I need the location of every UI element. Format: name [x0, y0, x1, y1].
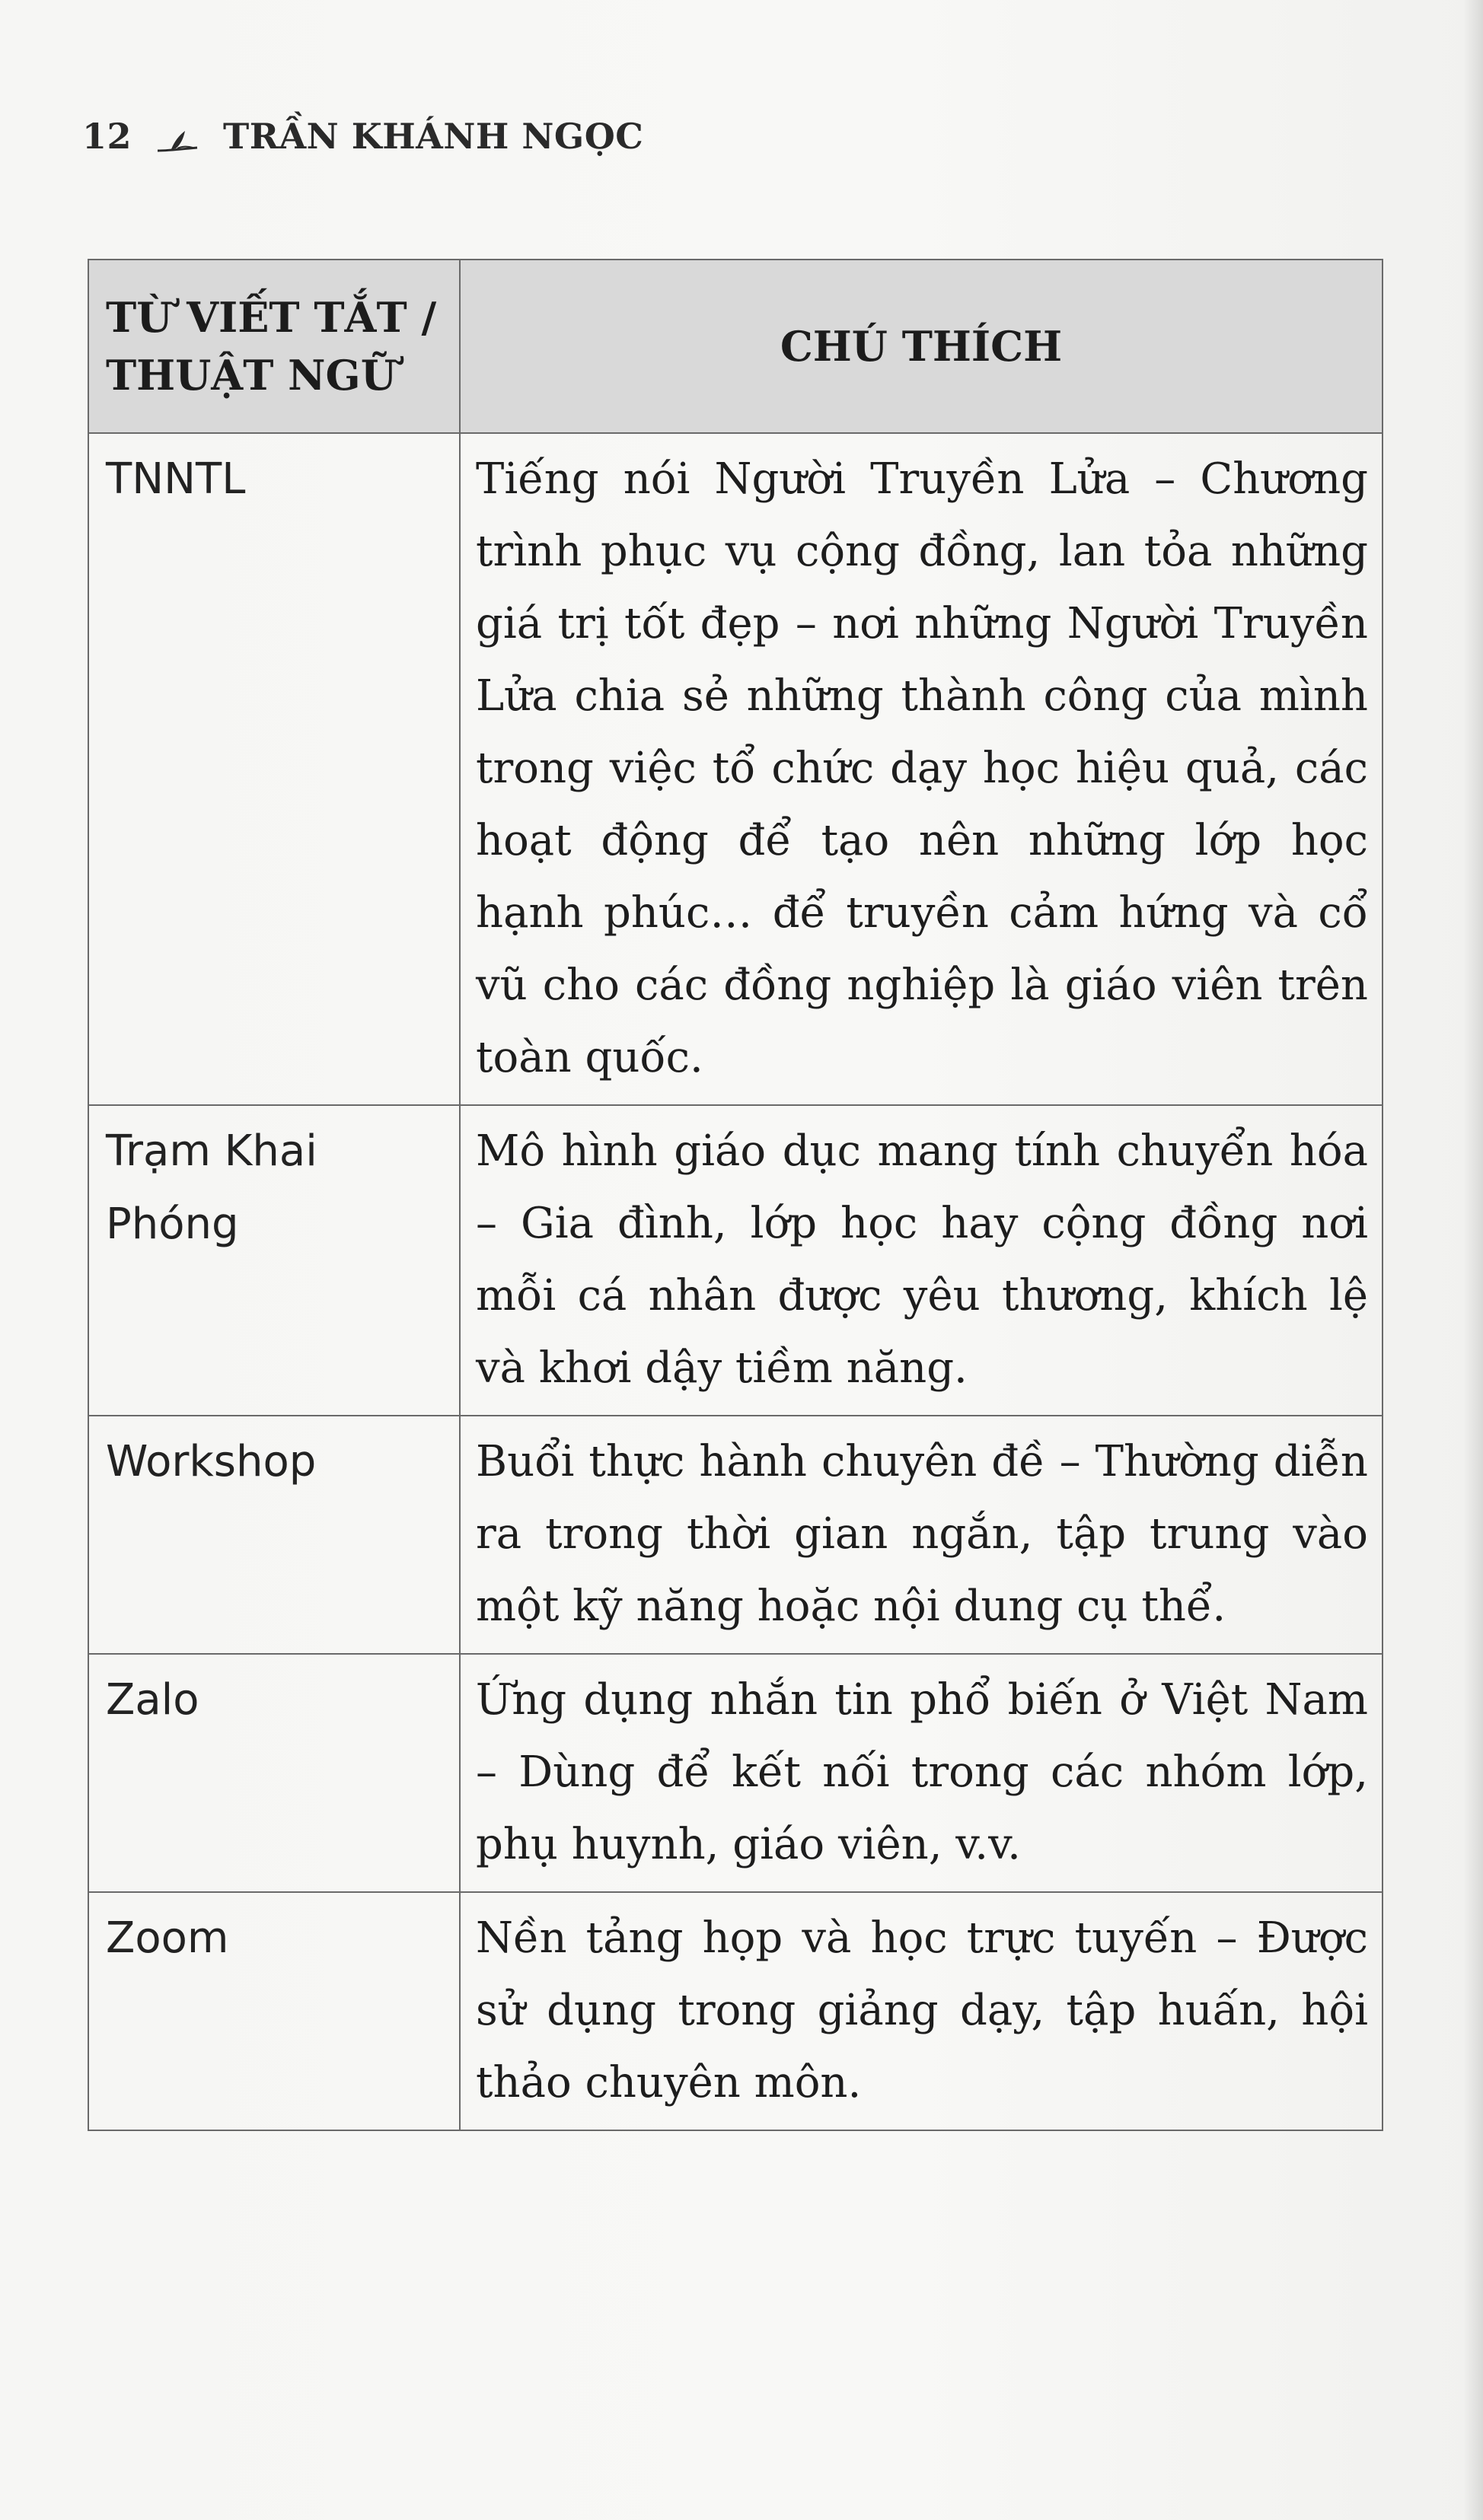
page-number: 12	[82, 116, 132, 157]
column-header-term: TỪ VIẾT TẮT / THUẬT NGỮ	[88, 260, 460, 433]
term-cell: Trạm Khai Phóng	[88, 1105, 460, 1416]
description-cell: Tiếng nói Người Truyền Lửa – Chương trình phục vụ cộng đồng, lan tỏa những giá trị tốt đẹp – nơi những Người Truyền Lửa chia sẻ những thành công của mình trong việc tổ chức dạy học hiệu quả, các hoạt động để tạo nên những lớp học hạnh phúc… để truyền cảm hứng và cổ vũ cho các đồng nghiệp là giáo viên trên toàn quốc.	[460, 433, 1383, 1105]
table-header-row	[88, 260, 1383, 433]
running-header	[82, 116, 643, 157]
table-row	[88, 433, 1383, 1105]
table-row	[88, 1416, 1383, 1654]
table-row	[88, 1654, 1383, 1892]
table-row	[88, 1892, 1383, 2130]
table-row	[88, 1105, 1383, 1416]
term-cell: Workshop	[88, 1416, 460, 1654]
description-cell: Buổi thực hành chuyên đề – Thường diễn ra trong thời gian ngắn, tập trung vào một kỹ năng hoặc nội dung cụ thể.	[460, 1416, 1383, 1654]
author-name: TRẦN KHÁNH NGỌC	[223, 116, 644, 157]
term-cell: Zalo	[88, 1654, 460, 1892]
feather-ornament-icon	[155, 123, 200, 150]
page-edge-shadow	[1463, 0, 1483, 2520]
column-header-note: CHÚ THÍCH	[460, 260, 1383, 433]
description-cell: Nền tảng họp và học trực tuyến – Được sử dụng trong giảng dạy, tập huấn, hội thảo chuyên môn.	[460, 1892, 1383, 2130]
description-cell: Mô hình giáo dục mang tính chuyển hóa – Gia đình, lớp học hay cộng đồng nơi mỗi cá nhân được yêu thương, khích lệ và khơi dậy tiềm năng.	[460, 1105, 1383, 1416]
description-cell: Ứng dụng nhắn tin phổ biến ở Việt Nam – Dùng để kết nối trong các nhóm lớp, phụ huynh, giáo viên, v.v.	[460, 1654, 1383, 1892]
term-cell: TNNTL	[88, 433, 460, 1105]
glossary-table	[88, 259, 1383, 2131]
term-cell: Zoom	[88, 1892, 460, 2130]
